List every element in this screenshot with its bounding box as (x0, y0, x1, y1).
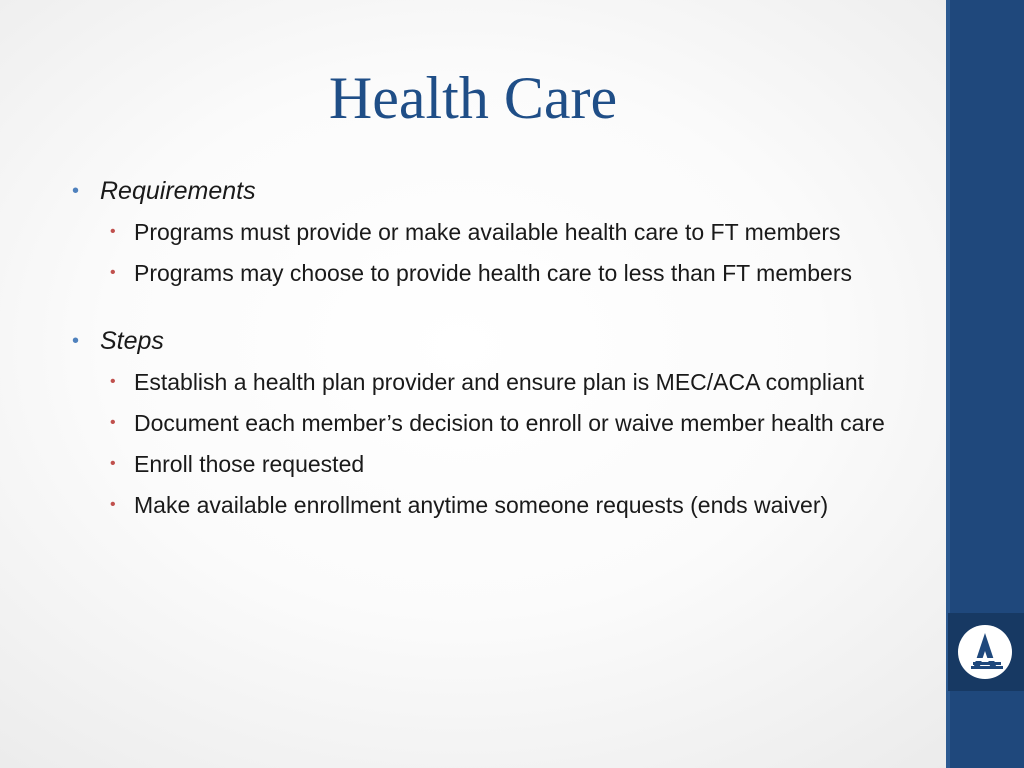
americorps-logo-icon (958, 625, 1012, 679)
list-item-text: Programs may choose to provide health care to less than FT members (134, 260, 853, 286)
section-heading-steps (72, 324, 892, 358)
bullet-icon: • (110, 455, 116, 472)
bullet-icon: • (110, 414, 116, 431)
list-item-text: Enroll those requested (134, 451, 365, 477)
list-item (72, 447, 892, 481)
slide-title: Health Care (328, 65, 618, 131)
section-heading-text: Requirements (100, 177, 256, 205)
bullet-icon: • (110, 264, 116, 281)
section-heading-requirements (72, 174, 892, 208)
bullet-icon: • (110, 223, 116, 240)
bullet-icon: • (72, 180, 80, 202)
list-item-text: Establish a health plan provider and ensure plan is MEC/ACA compliant (134, 369, 865, 395)
list-item (72, 365, 892, 399)
bullet-icon: • (110, 496, 116, 513)
list-item-text: Make available enrollment anytime someone requests (ends waiver) (134, 492, 829, 518)
list-item-text: Programs must provide or make available health care to FT members (134, 219, 841, 245)
list-item (72, 256, 892, 290)
bullet-icon: • (110, 373, 116, 390)
logo-box (948, 613, 1024, 691)
list-item-text: Document each member’s decision to enroll or waive member health care (134, 410, 885, 436)
list-item (72, 488, 892, 522)
slide-body (72, 170, 892, 522)
list-item (72, 406, 892, 440)
list-item (72, 215, 892, 249)
bullet-icon: • (72, 330, 80, 352)
section-heading-text: Steps (100, 327, 164, 355)
